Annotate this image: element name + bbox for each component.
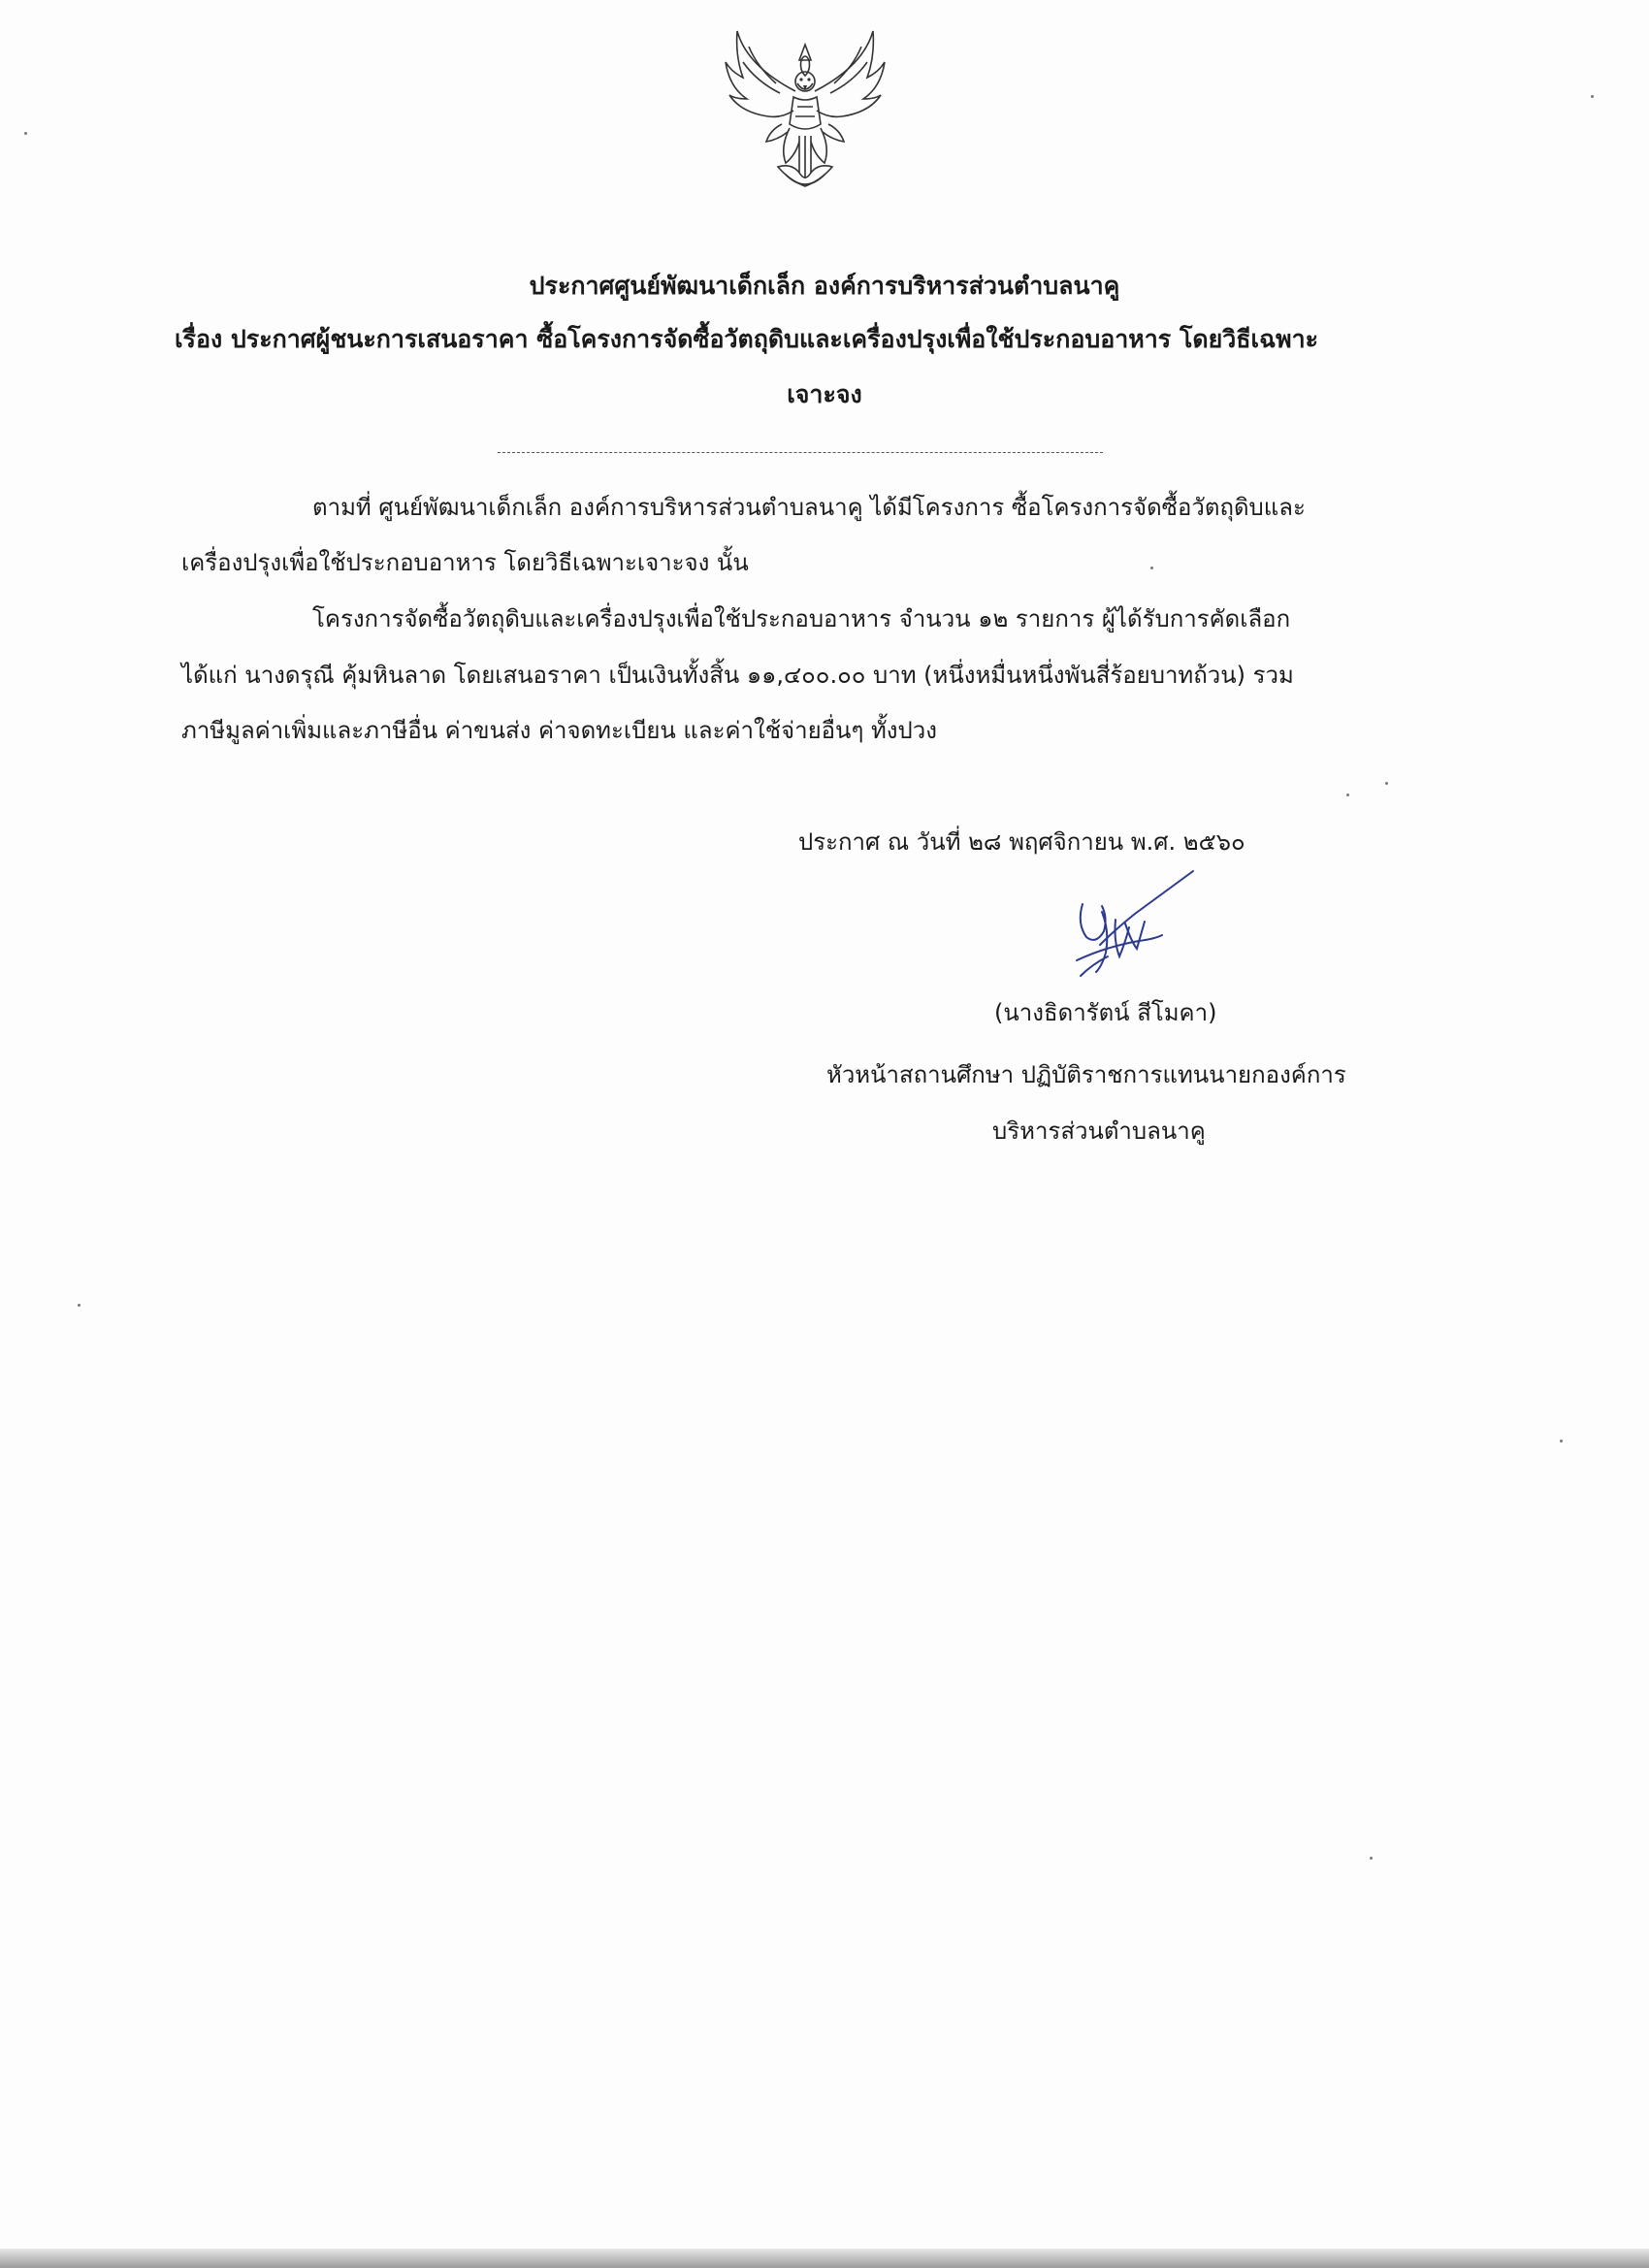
heading-divider	[498, 452, 1103, 453]
handwritten-signature	[1057, 863, 1203, 994]
body-paragraph-2-line-1: โครงการจัดซื้อวัตถุดิบและเครื่องปรุงเพื่อใช้ประกอบอาหาร จำนวน ๑๒ รายการ ผู้ได้รับการคัดเลือก	[312, 605, 1291, 632]
signer-title-continued: บริหารส่วนตำบลนาคู	[992, 1118, 1206, 1145]
subject-heading: เรื่อง ประกาศผู้ชนะการเสนอราคา ซื้อโครงการจัดซื้อวัตถุดิบและเครื่องปรุงเพื่อใช้ประกอบอาหาร โดยวิธีเฉพาะ	[175, 325, 1319, 353]
scan-speck	[24, 132, 27, 135]
scan-bottom-edge	[0, 2249, 1649, 2268]
announcement-heading: ประกาศศูนย์พัฒนาเด็กเล็ก องค์การบริหารส่วนตำบลนาคู	[529, 272, 1120, 300]
scan-speck	[1591, 95, 1594, 98]
scan-speck	[78, 1304, 81, 1307]
scan-speck	[1150, 567, 1153, 569]
scan-speck	[1346, 794, 1349, 796]
body-paragraph-1-line-2: เครื่องปรุงเพื่อใช้ประกอบอาหาร โดยวิธีเฉพาะเจาะจง นั้น	[181, 549, 749, 576]
signer-name: (นางธิดารัตน์ สีโมคา)	[994, 999, 1217, 1026]
body-paragraph-2-line-2: ได้แก่ นางดรุณี คุ้มหินลาด โดยเสนอราคา เป็นเงินทั้งสิ้น ๑๑,๔๐๐.๐๐ บาท (หนึ่งหมื่นหนึ่งพันสี่ร้อยบาทถ้วน) รวม	[181, 662, 1294, 689]
subject-heading-continued: เจาะจง	[787, 380, 862, 408]
announcement-date: ประกาศ ณ วันที่ ๒๘ พฤศจิกายน พ.ศ. ๒๕๖๐	[798, 828, 1245, 856]
scan-speck	[1385, 782, 1388, 785]
garuda-emblem-icon	[718, 27, 892, 197]
signer-title: หัวหน้าสถานศึกษา ปฏิบัติราชการแทนนายกองค์การ	[826, 1061, 1346, 1088]
body-paragraph-2-line-3: ภาษีมูลค่าเพิ่มและภาษีอื่น ค่าขนส่ง ค่าจดทะเบียน และค่าใช้จ่ายอื่นๆ ทั้งปวง	[181, 717, 937, 744]
scan-speck	[1370, 1857, 1373, 1860]
scan-speck	[1560, 1440, 1563, 1442]
body-paragraph-1-line-1: ตามที่ ศูนย์พัฒนาเด็กเล็ก องค์การบริหารส่วนตำบลนาคู ได้มีโครงการ ซื้อโครงการจัดซื้อวัตถุดิบและ	[312, 494, 1306, 521]
